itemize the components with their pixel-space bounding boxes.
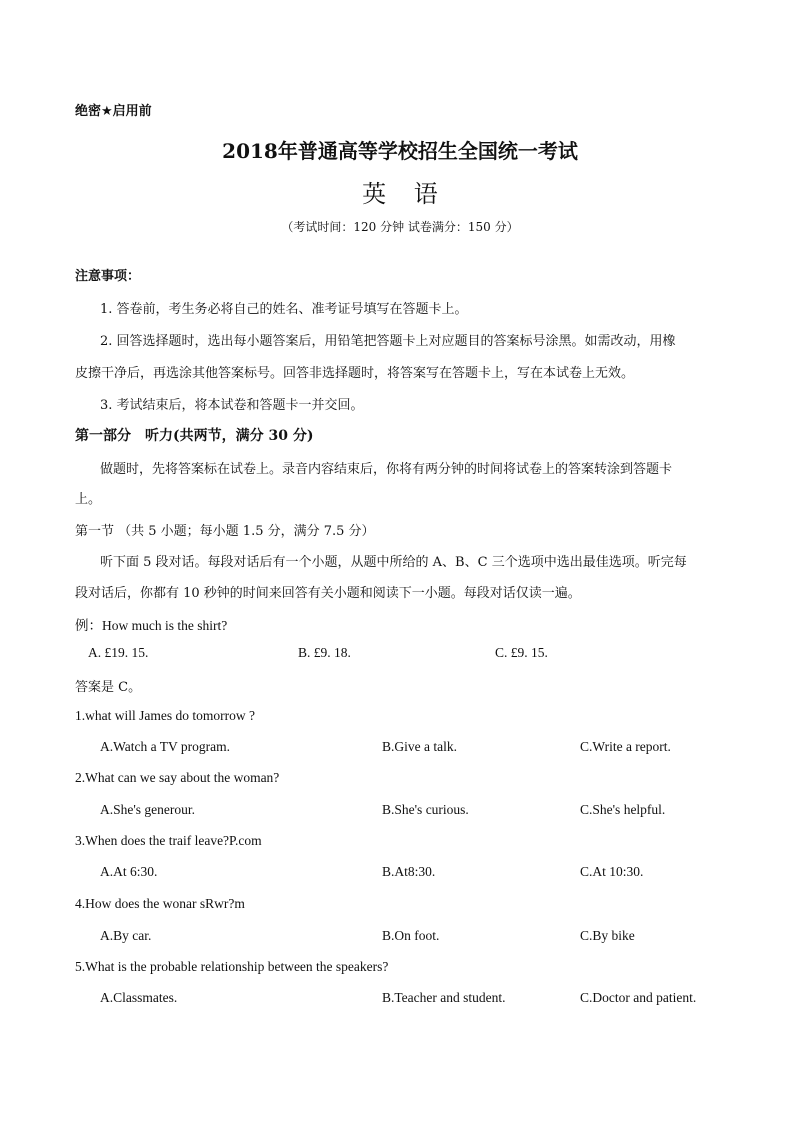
question-5-option-c: C.Doctor and patient.: [580, 990, 697, 1005]
question-4-option-b: B.On foot.: [382, 928, 440, 943]
part1-intro-cont: 上。: [75, 492, 102, 507]
question-1: 1.what will James do tomorrow ?: [75, 708, 255, 723]
note-item-3: 3. 考试结束后，将本试卷和答题卡一并交回。: [100, 398, 364, 413]
question-3-option-a: A.At 6:30.: [100, 864, 158, 879]
note-item-1: 1. 答卷前，考生务必将自己的姓名、准考证号填写在答题卡上。: [100, 302, 468, 317]
note-item-2: 2. 回答选择题时，选出每小题答案后，用铅笔把答题卡上对应题目的答案标号涂黑。如需改动，用橡: [100, 334, 676, 349]
question-2-option-a: A.She's generour.: [100, 802, 196, 817]
question-2-option-b: B.She's curious.: [382, 802, 469, 817]
note-item-2-cont: 皮擦干净后，再选涂其他答案标号。回答非选择题时，将答案写在答题卡上，写在本试卷上无效。: [75, 366, 635, 381]
question-3-option-c: C.At 10:30.: [580, 864, 644, 879]
confidential-label: 绝密★启用前: [75, 104, 152, 119]
question-2-option-c: C.She's helpful.: [580, 802, 666, 817]
example-answer: 答案是 C。: [75, 680, 142, 695]
section1-intro-cont: 段对话后，你都有 10 秒钟的时间来回答有关小题和阅读下一小题。每段对话仅读一遍。: [75, 586, 581, 601]
subject-title: 英 语: [362, 180, 448, 208]
question-5-option-a: A.Classmates.: [100, 990, 178, 1005]
part1-heading: 第一部分 听力(共两节，满分 30 分): [75, 428, 314, 444]
notes-heading: 注意事项：: [75, 269, 141, 284]
section1-heading: 第一节 （共 5 小题；每小题 1.5 分，满分 7.5 分）: [75, 524, 375, 539]
example-option-a: A. £19. 15.: [88, 645, 149, 660]
question-1-option-c: C.Write a report.: [580, 739, 671, 754]
question-4: 4.How does the wonar sRwr?m: [75, 896, 245, 911]
part1-intro: 做题时，先将答案标在试卷上。录音内容结束后，你将有两分钟的时间将试卷上的答案转涂到答题卡: [100, 462, 673, 477]
question-5: 5.What is the probable relationship between the speakers?: [75, 959, 389, 974]
section1-intro: 听下面 5 段对话。每段对话后有一个小题，从题中所给的 A、B、C 三个选项中选出最佳选项。听完每: [100, 555, 687, 570]
question-4-option-c: C.By bike: [580, 928, 635, 943]
exam-meta: （考试时间：120 分钟 试卷满分：150 分）: [281, 220, 519, 234]
example-option-b: B. £9. 18.: [298, 645, 351, 660]
question-3: 3.When does the traif leave?P.com: [75, 833, 262, 848]
question-3-option-b: B.At8:30.: [382, 864, 436, 879]
question-1-option-b: B.Give a talk.: [382, 739, 457, 754]
question-4-option-a: A.By car.: [100, 928, 152, 943]
question-5-option-b: B.Teacher and student.: [382, 990, 506, 1005]
question-1-option-a: A.Watch a TV program.: [100, 739, 231, 754]
exam-title: 2018年普通高等学校招生全国统一考试: [222, 139, 578, 163]
example-option-c: C. £9. 15.: [495, 645, 548, 660]
example-question: 例：How much is the shirt?: [75, 618, 228, 633]
question-2: 2.What can we say about the woman?: [75, 770, 280, 785]
